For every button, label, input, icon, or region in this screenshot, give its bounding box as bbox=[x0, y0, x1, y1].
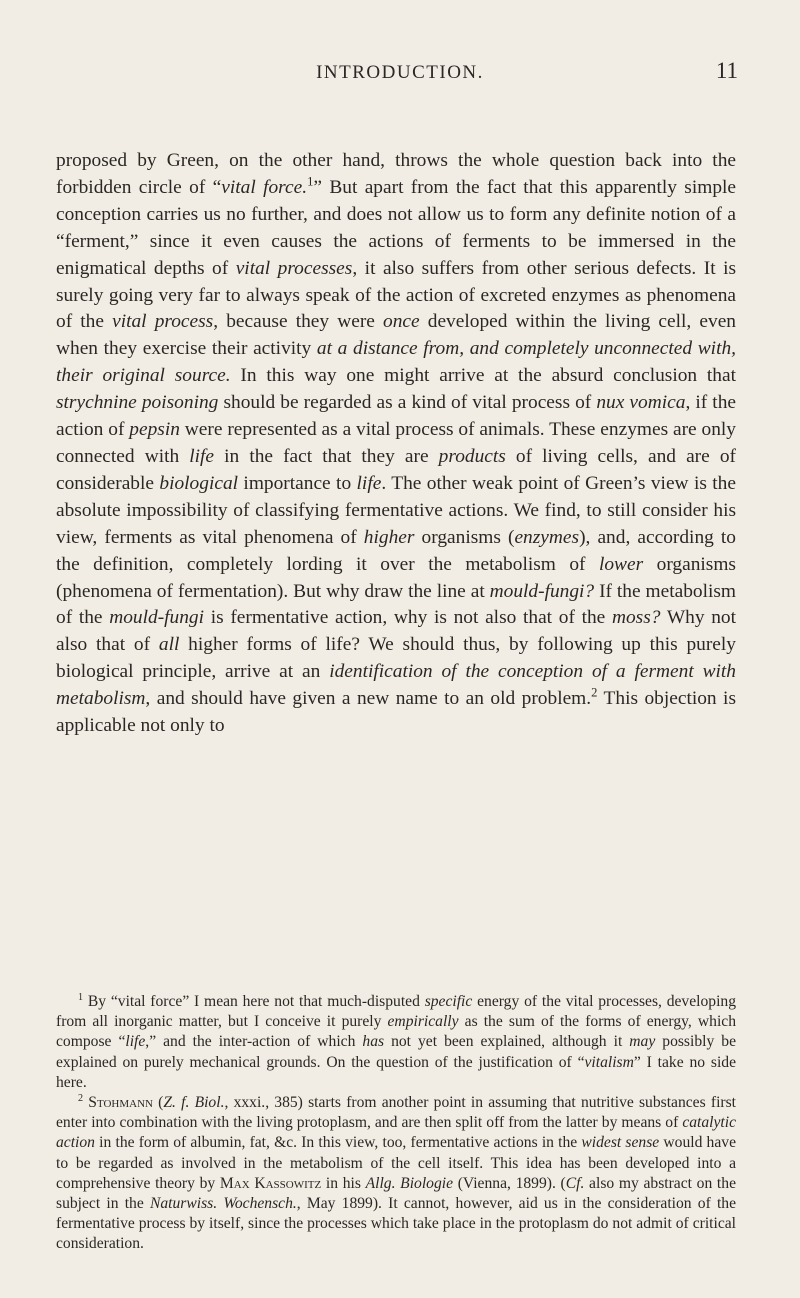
footnote-ref-1: 1 bbox=[307, 174, 314, 189]
footnote-1: $^1$ By “vital force” I mean here not that much-disputed specific energy of the vital processes, developing from all inorganic matter, but I conceive it purely empirically as the sum of the forms of energy, which compose “life,” and the inter-action of which has not yet been explained, although it may possibly be explained on purely mechanical grounds. On the question of the justification of “vitalism” I take no side here. bbox=[56, 991, 736, 1091]
page-header bbox=[0, 58, 800, 92]
body-paragraph: proposed by Green, on the other hand, throws the whole question back into the forbidden circle of “vital force.$^1$” But apart from the fact that this apparently simple conception carries us no further, and does not allow us to form any definite notion of a “ferment,” since it even causes the actions of ferments to be immersed in the enigmatical depths of vital processes, it also suffers from other serious defects. It is surely going very far to always speak of the action of excreted enzymes as phenomena of the vital process, because they were once developed within the living cell, even when they exercise their activity at a distance from, and completely unconnected with, their original source. In this way one might arrive at the absurd conclusion that strychnine poisoning should be regarded as a kind of vital process of nux vomica, if the action of pepsin were represented as a vital process of animals. These enzymes are only connected with life in the fact that they are products of living cells, and are of considerable biological importance to life. The other weak point of Green’s view is the absolute impossibility of classifying fermentative actions. We find, to still consider his view, ferments as vital phenomena of higher organisms (enzymes), and, according to the definition, completely lording it over the metabolism of lower organisms (phenomena of fermentation). But why draw the line at mould-fungi? If the metabolism of the mould-fungi is fermentative action, why is not also that of the moss? Why not also that of all higher forms of life? We should thus, by following up this purely biological principle, arrive at an identification of the conception of a ferment with metabolism, and should have given a new name to an old problem.$^2$ This objection is applicable not only to bbox=[56, 150, 737, 737]
footnotes bbox=[56, 992, 736, 1255]
footnote-ref-2: 2 bbox=[591, 685, 598, 700]
running-head: INTRODUCTION. bbox=[316, 62, 484, 83]
body-text bbox=[56, 148, 736, 740]
footnote-2: $^2$ Stohmann (Z. f. Biol., xxxi., 385) starts from another point in assuming that nutritive substances first enter into combination with the living protoplasm, and are then split off from the latter by means of catalytic action in the form of albumin, fat, &c. In this view, too, fermentative actions in the widest sense would have to be regarded as involved in the metabolism of the cell itself. This idea has been developed into a comprehensive theory by Max Kassowitz in his Allg. Biologie (Vienna, 1899). (Cf. also my abstract on the subject in the Naturwiss. Wochensch., May 1899). It cannot, however, aid us in the consideration of the fermentative process by itself, since the processes which take place in the protoplasm do not admit of critical consideration. bbox=[56, 1092, 737, 1253]
page-number: 11 bbox=[715, 58, 738, 83]
